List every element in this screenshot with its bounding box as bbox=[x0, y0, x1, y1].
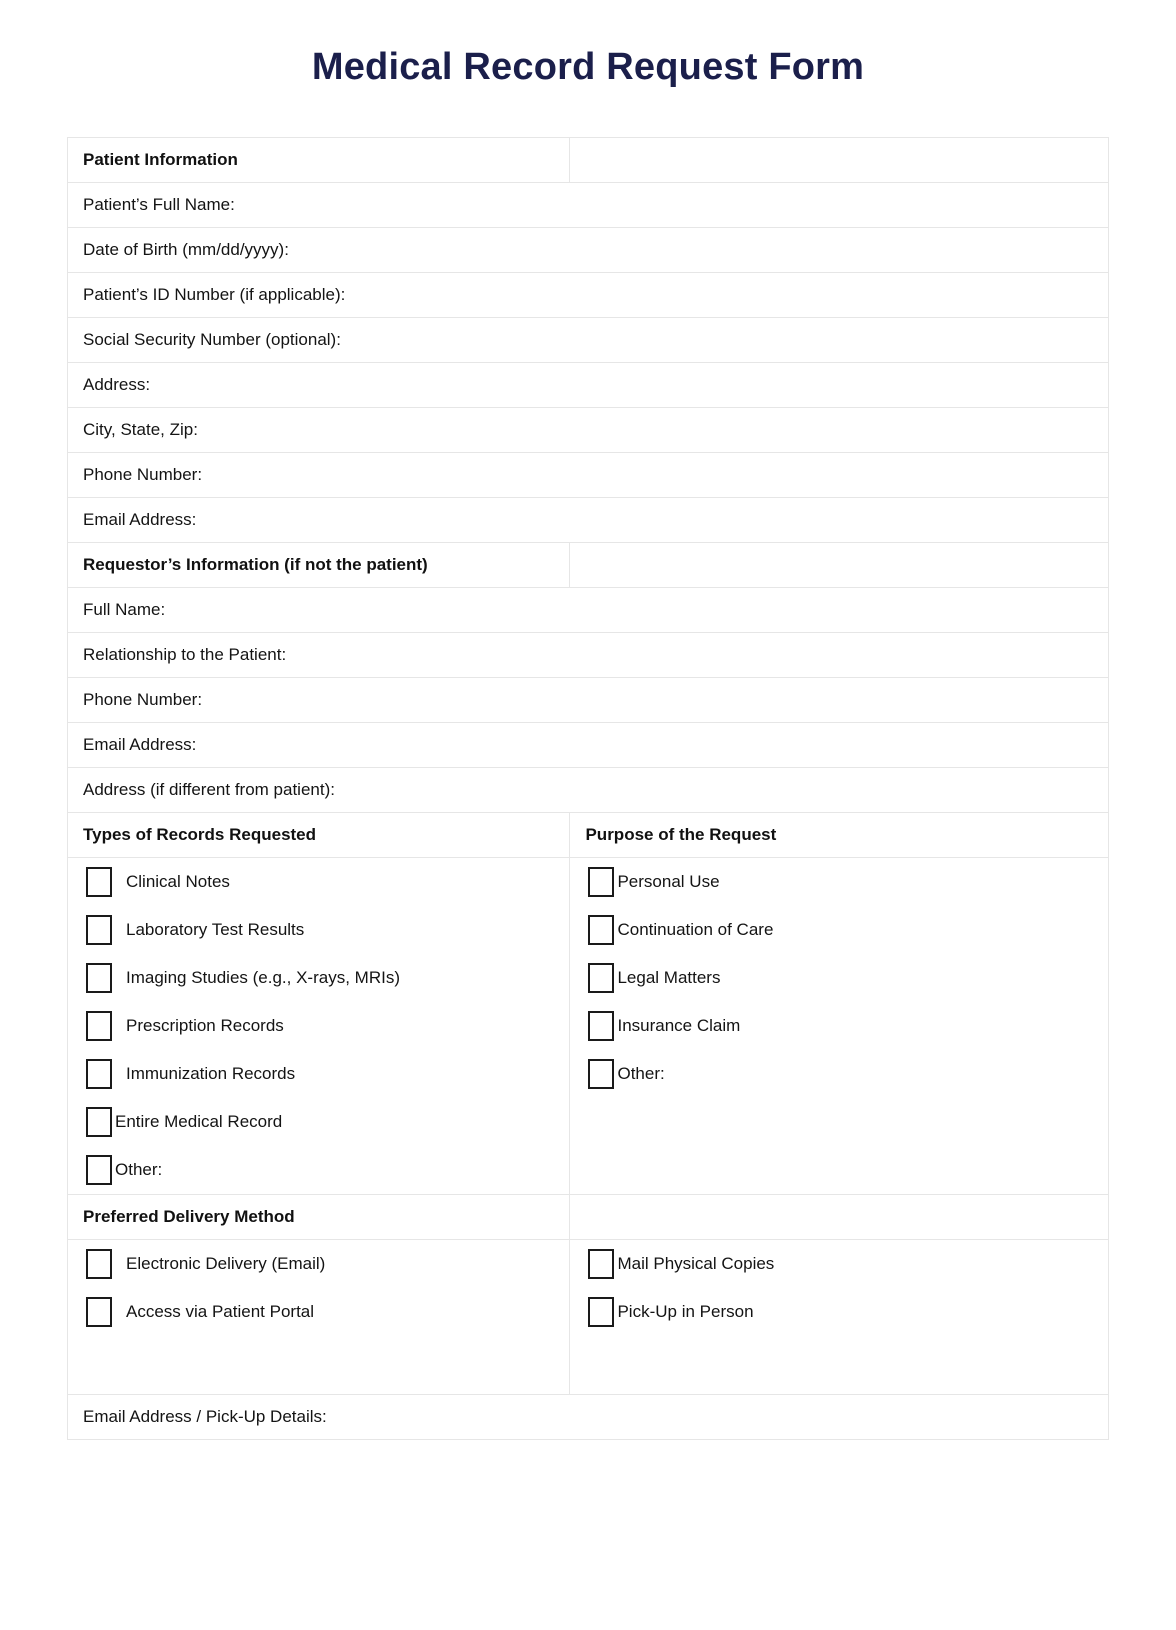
checkbox-label: Clinical Notes bbox=[126, 872, 230, 891]
checkbox-icon[interactable] bbox=[86, 1107, 112, 1137]
field-row-requestor-email-address[interactable] bbox=[68, 723, 1109, 768]
section-header-row-records-purpose bbox=[68, 813, 1109, 858]
field-row-date-of-birth[interactable] bbox=[68, 228, 1109, 273]
checkbox-item-continuation-of-care[interactable] bbox=[570, 906, 1108, 954]
field-cell-address[interactable] bbox=[68, 363, 1109, 408]
section-header-label: Purpose of the Request bbox=[585, 825, 777, 844]
checkbox-cell-delivery-left bbox=[68, 1240, 570, 1395]
field-row-patient-phone-number[interactable] bbox=[68, 453, 1109, 498]
checkbox-label: Pick-Up in Person bbox=[617, 1302, 754, 1321]
field-label: Phone Number: bbox=[83, 690, 203, 709]
checkbox-label: Immunization Records bbox=[126, 1064, 296, 1083]
checkbox-icon[interactable] bbox=[588, 1297, 614, 1327]
field-label: Full Name: bbox=[83, 600, 166, 619]
checkbox-label: Imaging Studies (e.g., X-rays, MRIs) bbox=[126, 968, 400, 987]
section-header-purpose-of-request bbox=[570, 813, 1109, 858]
checkbox-label: Mail Physical Copies bbox=[617, 1254, 775, 1273]
checkbox-icon[interactable] bbox=[588, 867, 614, 897]
checkbox-list-delivery-right bbox=[570, 1240, 1108, 1394]
checkbox-item-entire-medical-record[interactable] bbox=[68, 1098, 569, 1146]
field-row-delivery-details[interactable] bbox=[68, 1395, 1109, 1440]
field-cell-requestor-address[interactable] bbox=[68, 768, 1109, 813]
page-title: Medical Record Request Form bbox=[311, 46, 865, 88]
checkbox-list-types-of-records bbox=[68, 858, 569, 1194]
section-header-patient-information-blank bbox=[570, 138, 1109, 183]
checkbox-label: Other: bbox=[617, 1064, 665, 1083]
checkbox-icon[interactable] bbox=[86, 1249, 112, 1279]
section-header-row-preferred-delivery-method bbox=[68, 1195, 1109, 1240]
field-cell-relationship-to-patient[interactable] bbox=[68, 633, 1109, 678]
field-label: Relationship to the Patient: bbox=[83, 645, 287, 664]
checkbox-icon[interactable] bbox=[86, 963, 112, 993]
checkbox-icon[interactable] bbox=[588, 1249, 614, 1279]
delivery-right-spacer bbox=[570, 1336, 1108, 1394]
checkbox-item-personal-use[interactable] bbox=[570, 858, 1108, 906]
checkbox-icon[interactable] bbox=[588, 1011, 614, 1041]
checkbox-icon[interactable] bbox=[86, 1155, 112, 1185]
checkbox-label: Entire Medical Record bbox=[115, 1112, 283, 1131]
section-header-requestor-information-blank bbox=[570, 543, 1109, 588]
checkbox-item-pick-up-in-person[interactable] bbox=[570, 1288, 1108, 1336]
section-header-label: Requestor’s Information (if not the patient) bbox=[83, 555, 428, 574]
checkbox-label: Continuation of Care bbox=[617, 920, 774, 939]
checkbox-cell-delivery-right bbox=[570, 1240, 1109, 1395]
field-cell-city-state-zip[interactable] bbox=[68, 408, 1109, 453]
section-header-types-of-records bbox=[68, 813, 570, 858]
field-cell-requestor-email-address[interactable] bbox=[68, 723, 1109, 768]
form-table-container bbox=[67, 137, 1109, 1440]
checkbox-icon[interactable] bbox=[86, 867, 112, 897]
field-label: City, State, Zip: bbox=[83, 420, 198, 439]
checkbox-icon[interactable] bbox=[588, 963, 614, 993]
field-row-patient-email-address[interactable] bbox=[68, 498, 1109, 543]
section-header-row-patient-information bbox=[68, 138, 1109, 183]
checkbox-cell-types-of-records bbox=[68, 858, 570, 1195]
section-header-requestor-information bbox=[68, 543, 570, 588]
field-cell-social-security-number[interactable] bbox=[68, 318, 1109, 363]
checkbox-item-access-via-patient-portal[interactable] bbox=[68, 1288, 569, 1336]
field-label: Address: bbox=[83, 375, 151, 394]
checkbox-row-delivery-method bbox=[68, 1240, 1109, 1395]
field-label: Email Address / Pick-Up Details: bbox=[83, 1407, 327, 1426]
field-label: Email Address: bbox=[83, 510, 197, 529]
field-row-requestor-phone-number[interactable] bbox=[68, 678, 1109, 723]
field-label: Date of Birth (mm/dd/yyyy): bbox=[83, 240, 289, 259]
checkbox-cell-purpose-of-request bbox=[570, 858, 1109, 1195]
checkbox-label: Access via Patient Portal bbox=[126, 1302, 315, 1321]
checkbox-label: Personal Use bbox=[617, 872, 720, 891]
section-header-preferred-delivery-method bbox=[68, 1195, 570, 1240]
field-label: Patient’s ID Number (if applicable): bbox=[83, 285, 346, 304]
field-label: Phone Number: bbox=[83, 465, 203, 484]
checkbox-item-electronic-delivery[interactable] bbox=[68, 1240, 569, 1288]
checkbox-row-records-purpose bbox=[68, 858, 1109, 1195]
checkbox-item-legal-matters[interactable] bbox=[570, 954, 1108, 1002]
field-row-relationship-to-patient[interactable] bbox=[68, 633, 1109, 678]
checkbox-item-prescription-records[interactable] bbox=[68, 1002, 569, 1050]
field-cell-patient-id-number[interactable] bbox=[68, 273, 1109, 318]
field-cell-date-of-birth[interactable] bbox=[68, 228, 1109, 273]
field-label: Address (if different from patient): bbox=[83, 780, 335, 799]
field-row-requestor-full-name[interactable] bbox=[68, 588, 1109, 633]
checkbox-icon[interactable] bbox=[86, 915, 112, 945]
checkbox-item-insurance-claim[interactable] bbox=[570, 1002, 1108, 1050]
checkbox-icon[interactable] bbox=[588, 915, 614, 945]
section-header-label: Preferred Delivery Method bbox=[83, 1207, 295, 1226]
checkbox-item-immunization-records[interactable] bbox=[68, 1050, 569, 1098]
section-header-label: Types of Records Requested bbox=[83, 825, 317, 844]
checkbox-item-clinical-notes[interactable] bbox=[68, 858, 569, 906]
medical-record-request-table bbox=[67, 137, 1109, 1440]
checkbox-item-imaging-studies[interactable] bbox=[68, 954, 569, 1002]
checkbox-icon[interactable] bbox=[86, 1059, 112, 1089]
checkbox-label: Prescription Records bbox=[126, 1016, 284, 1035]
field-cell-requestor-full-name[interactable] bbox=[68, 588, 1109, 633]
checkbox-label: Insurance Claim bbox=[617, 1016, 741, 1035]
field-row-city-state-zip[interactable] bbox=[68, 408, 1109, 453]
field-cell-delivery-details[interactable] bbox=[68, 1395, 1109, 1440]
section-header-row-requestor-information bbox=[68, 543, 1109, 588]
field-cell-requestor-phone-number[interactable] bbox=[68, 678, 1109, 723]
checkbox-icon[interactable] bbox=[588, 1059, 614, 1089]
field-row-patient-full-name[interactable] bbox=[68, 183, 1109, 228]
checkbox-list-delivery-left bbox=[68, 1240, 569, 1394]
field-cell-patient-full-name[interactable] bbox=[68, 183, 1109, 228]
field-label: Patient’s Full Name: bbox=[83, 195, 235, 214]
section-header-preferred-delivery-method-blank bbox=[570, 1195, 1109, 1240]
section-header-patient-information bbox=[68, 138, 570, 183]
checkbox-item-laboratory-test-results[interactable] bbox=[68, 906, 569, 954]
checkbox-icon[interactable] bbox=[86, 1297, 112, 1327]
field-label: Social Security Number (optional): bbox=[83, 330, 341, 349]
field-label: Email Address: bbox=[83, 735, 197, 754]
field-row-requestor-address[interactable] bbox=[68, 768, 1109, 813]
field-row-social-security-number[interactable] bbox=[68, 318, 1109, 363]
delivery-left-spacer bbox=[68, 1336, 569, 1394]
checkbox-label: Legal Matters bbox=[617, 968, 721, 987]
checkbox-item-records-other[interactable] bbox=[68, 1146, 569, 1194]
checkbox-icon[interactable] bbox=[86, 1011, 112, 1041]
checkbox-item-purpose-other[interactable] bbox=[570, 1050, 1108, 1098]
checkbox-list-purpose-of-request bbox=[570, 858, 1108, 1098]
field-cell-patient-email-address[interactable] bbox=[68, 498, 1109, 543]
section-header-label: Patient Information bbox=[83, 150, 238, 169]
field-row-patient-id-number[interactable] bbox=[68, 273, 1109, 318]
field-row-address[interactable] bbox=[68, 363, 1109, 408]
checkbox-label: Laboratory Test Results bbox=[126, 920, 305, 939]
field-cell-patient-phone-number[interactable] bbox=[68, 453, 1109, 498]
checkbox-label: Electronic Delivery (Email) bbox=[126, 1254, 326, 1273]
checkbox-label: Other: bbox=[115, 1160, 163, 1179]
checkbox-item-mail-physical-copies[interactable] bbox=[570, 1240, 1108, 1288]
